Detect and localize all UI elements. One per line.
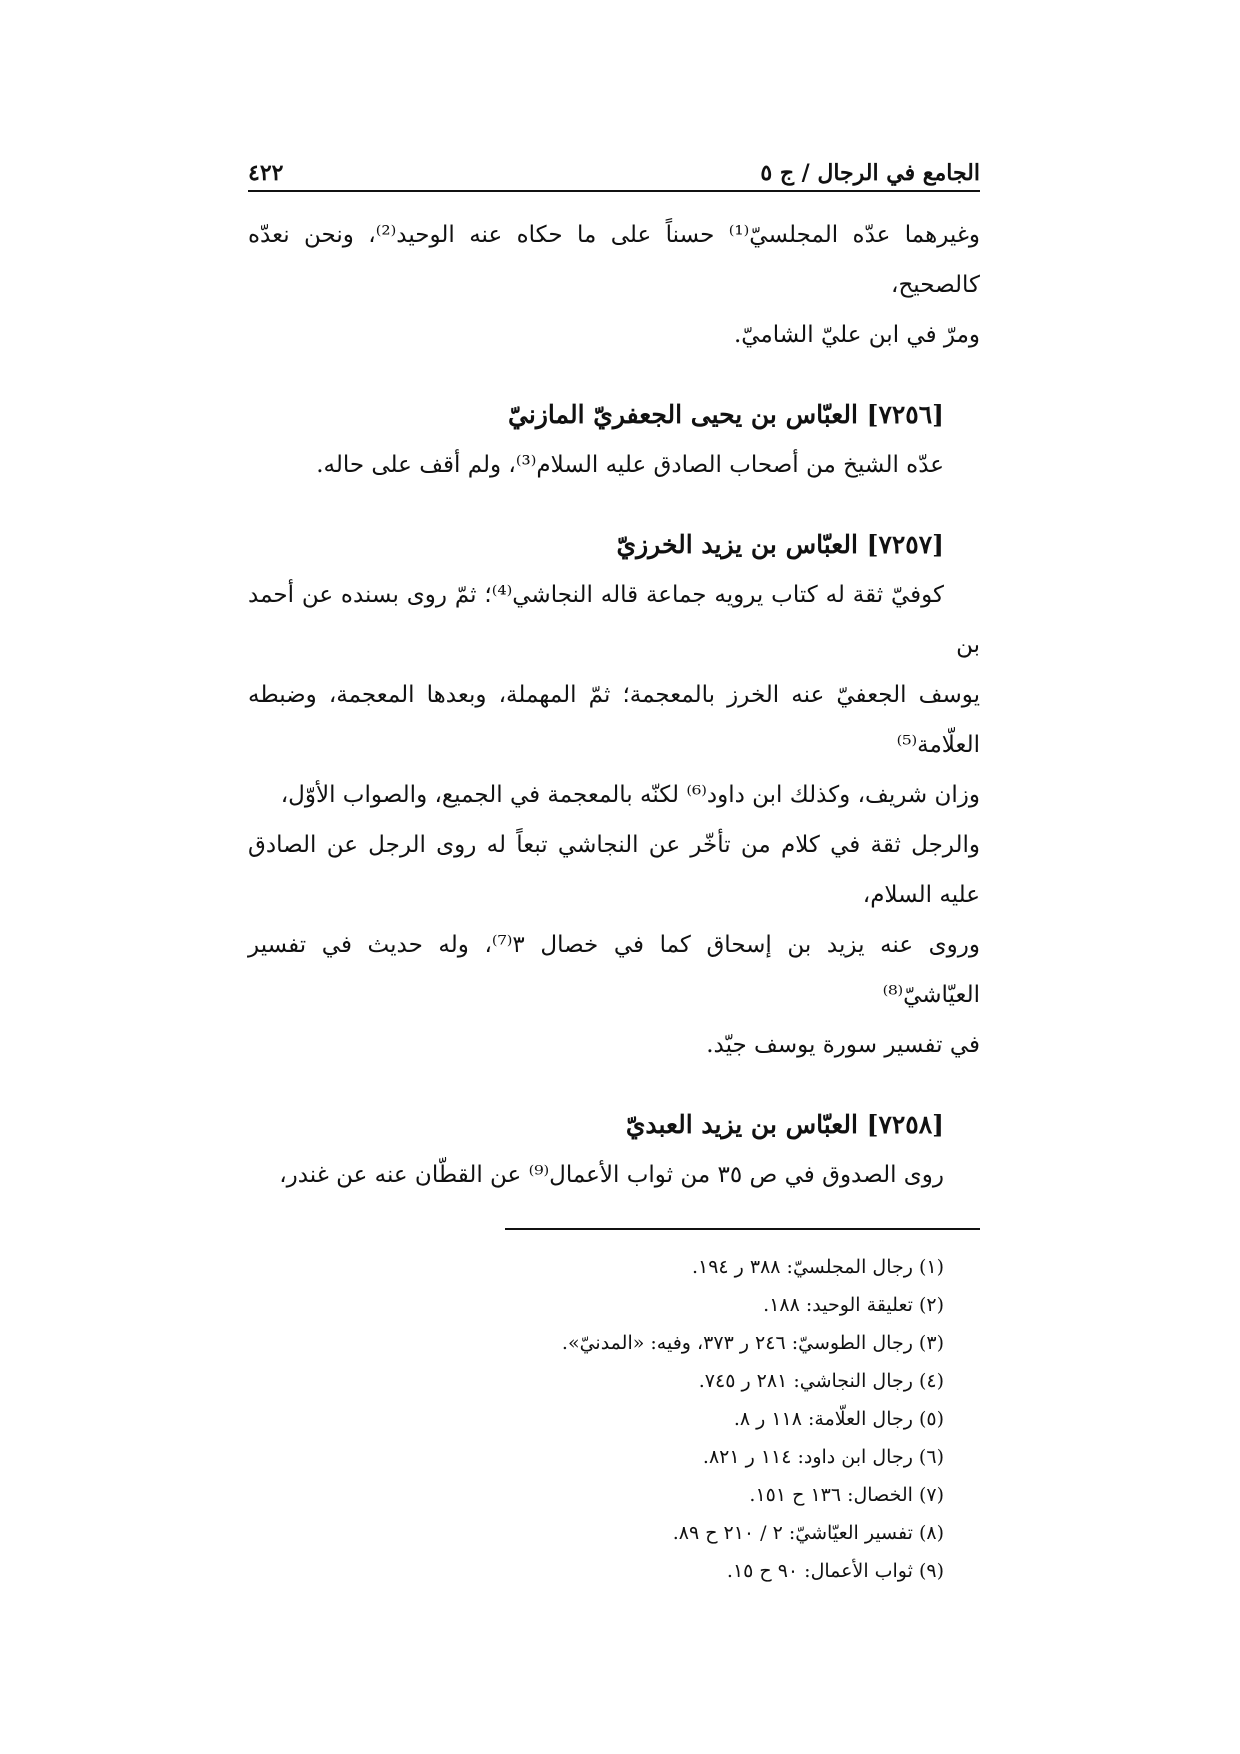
entry-line: روى الصدوق في ص ٣٥ من ثواب الأعمال⁽⁹⁾ عن القطّان عنه عن غندر، bbox=[279, 1162, 944, 1188]
footnote: (١) رجال المجلسيّ: ٣٨٨ ر ١٩٤. bbox=[691, 1256, 944, 1278]
entry-line: وروى عنه يزيد بن إسحاق كما في خصال ٣⁽⁷⁾، وله حديث في تفسير العيّاشيّ⁽⁸⁾ bbox=[248, 932, 980, 1008]
entry-heading: [٧٢٥٨] العبّاس بن يزيد العبديّ bbox=[625, 1110, 944, 1139]
entry-line: كوفيّ ثقة له كتاب يرويه جماعة قاله النجاشي⁽⁴⁾؛ ثمّ روى بسنده عن أحمد بن bbox=[248, 582, 980, 658]
entry-line: يوسف الجعفيّ عنه الخرز بالمعجمة؛ ثمّ المهملة، وبعدها المعجمة، وضبطه العلّامة⁽⁵⁾ bbox=[248, 682, 980, 758]
entry-line: في تفسير سورة يوسف جيّد. bbox=[706, 1032, 980, 1058]
footnote-separator bbox=[505, 1228, 980, 1230]
entry-heading: [٧٢٥٦] العبّاس بن يحيى الجعفريّ المازنيّ bbox=[508, 400, 944, 429]
footnote: (٣) رجال الطوسيّ: ٢٤٦ ر ٣٧٣، وفيه: «المدنيّ». bbox=[561, 1332, 944, 1354]
running-header bbox=[248, 140, 980, 192]
running-title: الجامع في الرجال / ج ٥ bbox=[760, 160, 980, 186]
intro-line: وغيرهما عدّه المجلسيّ⁽¹⁾ حسناً على ما حكاه عنه الوحيد⁽²⁾، ونحن نعدّه كالصحيح، bbox=[248, 222, 981, 298]
footnote: (٥) رجال العلّامة: ١١٨ ر ٨. bbox=[733, 1408, 944, 1430]
footnotes bbox=[248, 1248, 980, 1590]
intro-line: ومرّ في ابن عليّ الشاميّ. bbox=[733, 322, 980, 348]
entry-line: عدّه الشيخ من أصحاب الصادق عليه السلام⁽³⁾، ولم أقف على حاله. bbox=[316, 452, 944, 478]
footnote: (٤) رجال النجاشي: ٢٨١ ر ٧٤٥. bbox=[698, 1370, 944, 1392]
entry-7256 bbox=[248, 390, 980, 490]
entry-line: وزان شريف، وكذلك ابن داود⁽⁶⁾ لكنّه بالمعجمة في الجميع، والصواب الأوّل، bbox=[280, 782, 980, 808]
entry-7258 bbox=[248, 1100, 980, 1200]
document-page bbox=[248, 140, 980, 1590]
footnote: (٩) ثواب الأعمال: ٩٠ ح ١٥. bbox=[726, 1560, 944, 1582]
footnote: (٨) تفسير العيّاشيّ: ٢ / ٢١٠ ح ٨٩. bbox=[672, 1522, 944, 1544]
footnote: (٦) رجال ابن داود: ١١٤ ر ٨٢١. bbox=[702, 1446, 944, 1468]
entry-7257 bbox=[248, 520, 980, 1070]
entry-line: والرجل ثقة في كلام من تأخّر عن النجاشي تبعاً له روى الرجل عن الصادق عليه السلام، bbox=[248, 832, 980, 908]
footnote: (٧) الخصال: ١٣٦ ح ١٥١. bbox=[749, 1484, 944, 1506]
entry-heading: [٧٢٥٧] العبّاس بن يزيد الخرزيّ bbox=[616, 530, 944, 559]
body-text bbox=[248, 210, 980, 1200]
page-number: ٤٢٢ bbox=[248, 160, 284, 186]
footnote: (٢) تعليقة الوحيد: ١٨٨. bbox=[763, 1294, 944, 1316]
